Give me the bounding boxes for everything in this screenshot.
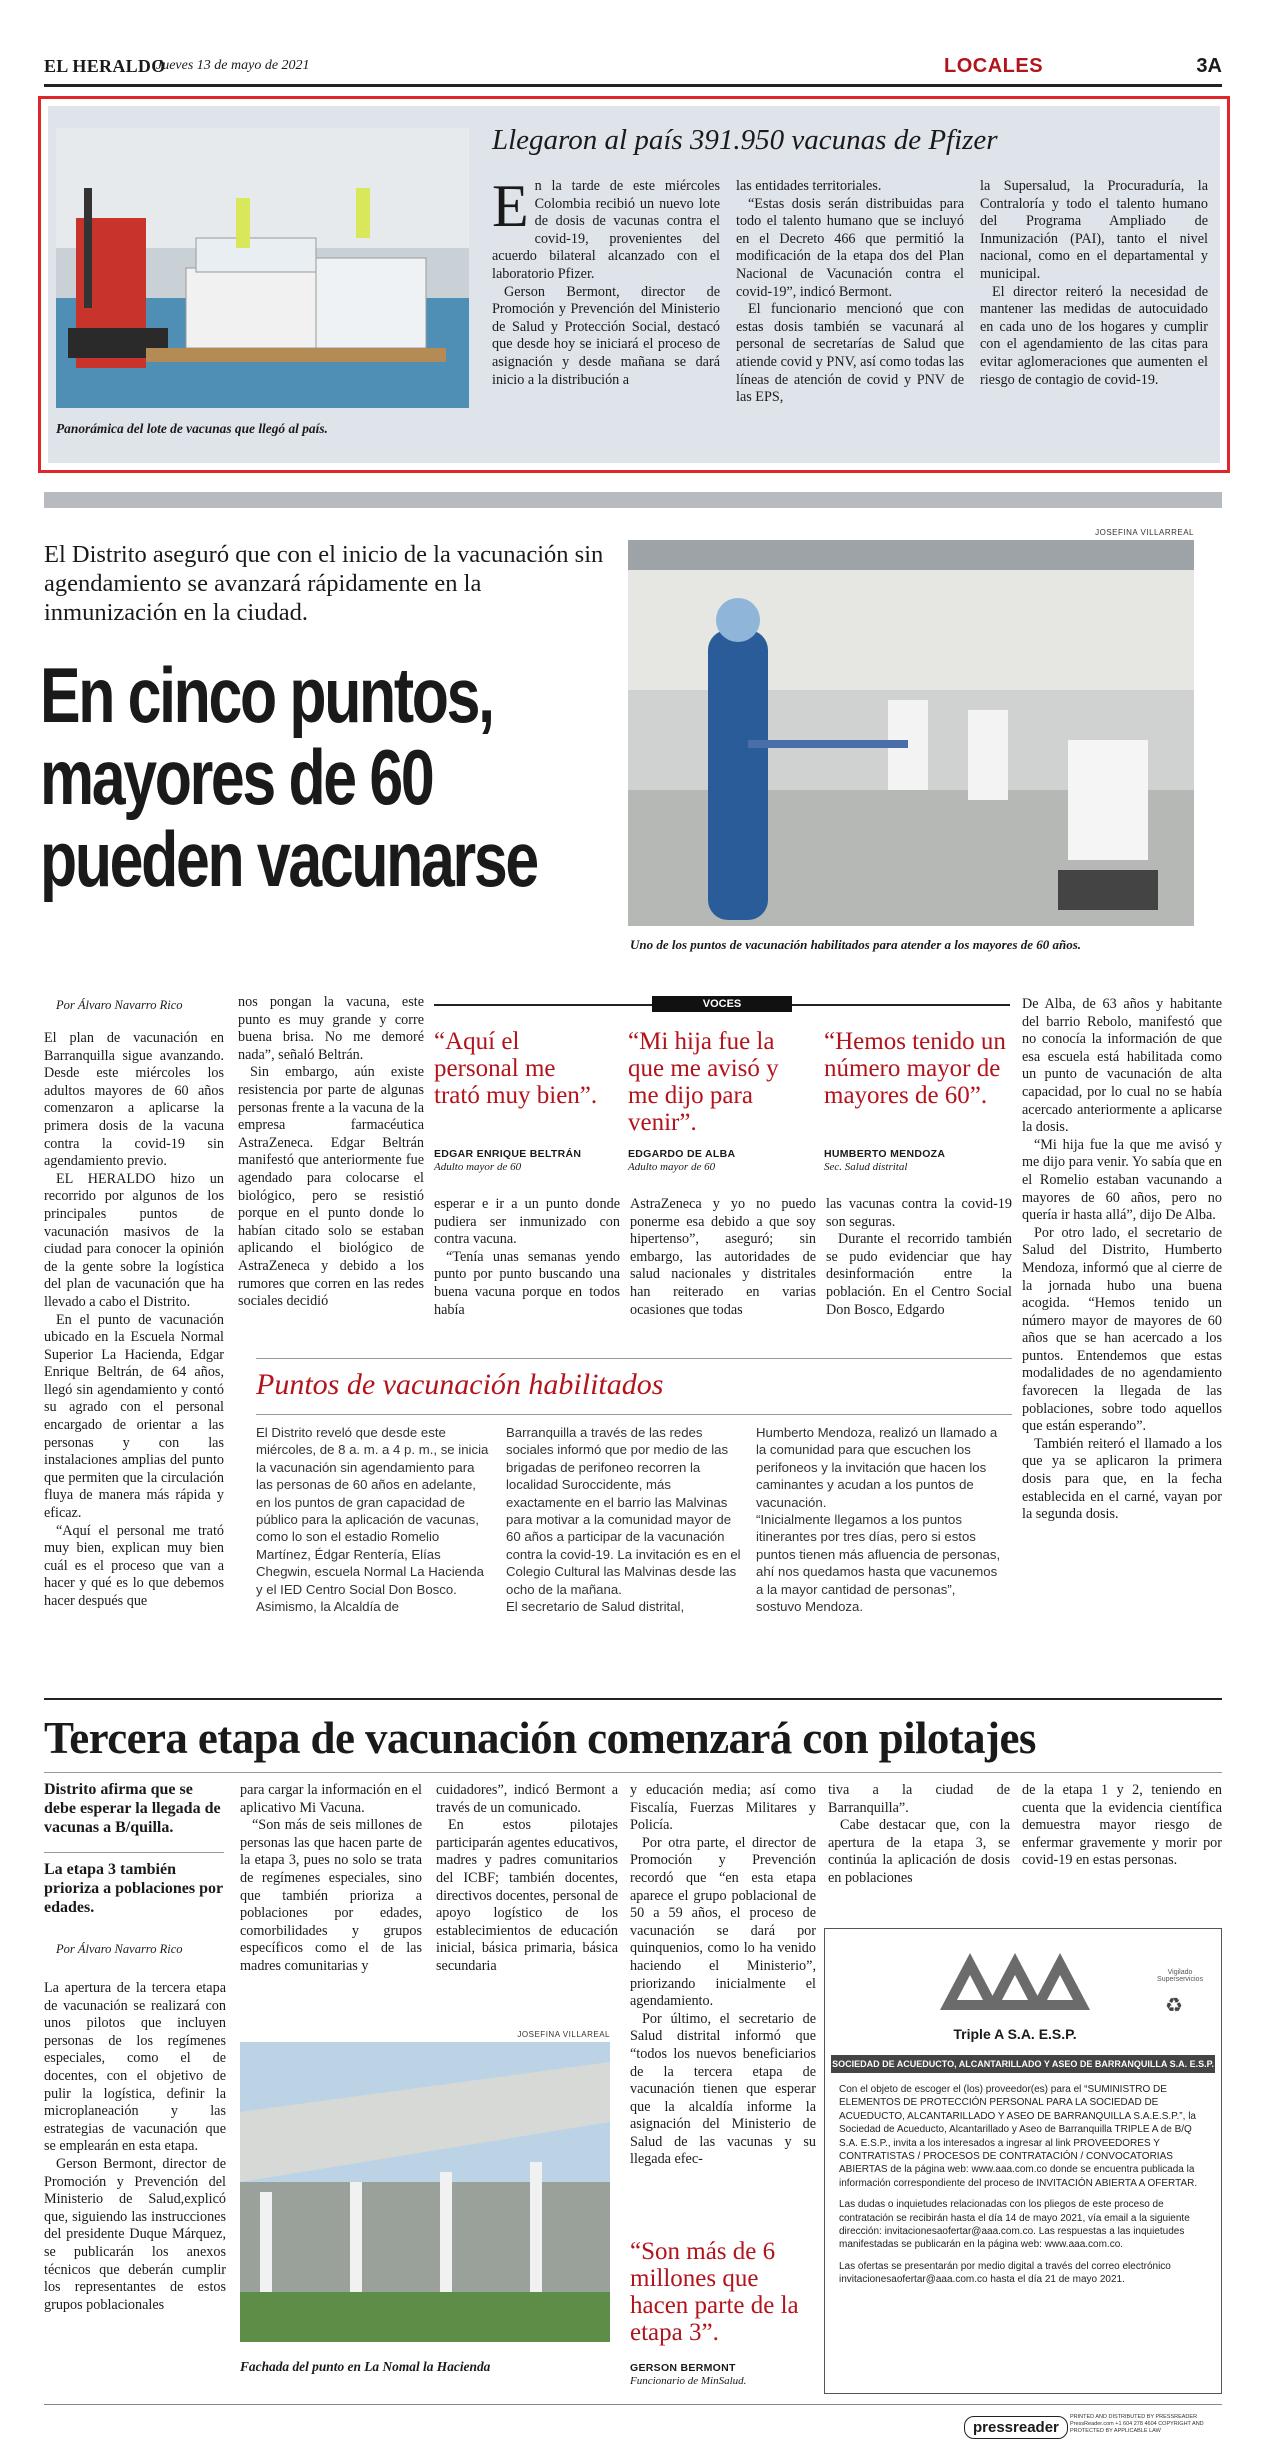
main-c6-p2: “Mi hija fue la que me avisó y me dijo para venir. Yo sabía que en el Romelio estaban vacunando a mayores de 60 años, pero no quería ir hasta allá”, dijo De Alba. — [1022, 1136, 1222, 1224]
tercera-c1-p1: La apertura de la tercera etapa de vacunación se realizará con unos pilotos que incluyen personas de los regímenes especiales, como el de docentes, con el objetivo de pulir la logística, definir la microplaneación y las estrategias de vacunación que se emplearán en esta etapa. — [44, 1980, 226, 2155]
main-c2-p1: nos pongan la vacuna, este punto es muy grande y corre buena brisa. No me demoré nada”, señaló Beltrán. — [238, 994, 424, 1063]
voces-label: VOCES — [652, 996, 792, 1012]
main-c3-p2: “Tenía unas semanas yendo punto por punto buscando una buena vacuna porque en todos había — [434, 1248, 620, 1318]
puntos-col-3 — [756, 1424, 1002, 1615]
pfizer-photo-caption: Panorámica del lote de vacunas que llegó al país. — [56, 421, 328, 436]
paper-name: EL HERALDO — [44, 56, 166, 76]
tercera-c2-p1: para cargar la información en el aplicativo Mi Vacuna. — [240, 1782, 422, 1816]
main-c3-p1: esperar e ir a un punto donde pudiera ser inmunizado con contra vacuna. — [434, 1196, 620, 1248]
main-c2-p2: Sin embargo, aún existe resistencia por parte de algunas personas frente a la vacuna de la empresa farmacéutica AstraZeneca. Edgar Beltrán manifestó que anteriormente fue agendado para colocarse el biológico, pero se resistió porque en el punto donde lo habían citado solo se estaban aplicando el biológico de AstraZeneca y debido a los rumores que corren en las redes sociales decidió — [238, 1064, 424, 1310]
aaa-logo-icon — [935, 1945, 1095, 2015]
pressreader-logo[interactable]: pressreader — [964, 2416, 1068, 2439]
quote-3: “Hemos tenido un número mayor de mayores de 60”. — [824, 1028, 1006, 1109]
main-c6-p3: Por otro lado, el secretario de Salud del Distrito, Humberto Mendoza, informó que al cierre de la jornada hubo una buena acogida. “Hemos tenido un número mayor de mayores de 60 años que se han acercado a los puntos. Entendemos que estas modalidades de no agendamiento favorecen la llegada de las poblaciones, sobre todo aquellos que están esperando”. — [1022, 1224, 1222, 1435]
tercera-photo-caption: Fachada del punto en La Nomal la Hacienda — [240, 2359, 491, 2374]
tercera-photo-credit: JOSEFINA VILLAREAL — [517, 2030, 610, 2039]
main-c4-p1: AstraZeneca y yo no puedo ponerme esa debido a que soy hipertenso”, aseguró; sin embargo, las autoridades de salud nacionales y distritales han reiterado en varias ocasiones que todas — [630, 1196, 816, 1318]
main-c1-p2: EL HERALDO hizo un recorrido por algunos de los principales puntos de vacunación masivos de la ciudad para conocer la opinión de la gente sobre la logística del plan de vacunación que ha llevado a cabo el Distrito. — [44, 1170, 224, 1310]
tercera-quote: “Son más de 6 millones que hacen parte de la etapa 3”. — [630, 2238, 799, 2346]
main-headline — [40, 651, 537, 903]
triple-a-ad — [824, 1928, 1222, 2394]
pfizer-c1-p2: Gerson Bermont, director de Promoción y Prevención del Ministerio de Salud y Protección Social, destacó que desde hoy se iniciará el proceso de asignación y desde mañana se dará inicio a la distribución a — [492, 283, 720, 388]
main-c5-p2: Durante el recorrido también se pudo evidenciar que hay desinformación entre la población. En el Centro Social Don Bosco, Edgardo — [826, 1231, 1012, 1318]
main-photo-caption: Uno de los puntos de vacunación habilitados para atender a los mayores de 60 años. — [630, 937, 1082, 952]
pfizer-c1-p1: n la tarde de este miércoles Colombia recibió un nuevo lote de dosis de vacunas contra el covid-19, provenientes del acuerdo bilateral alcanzado con el laboratorio Pfizer. — [492, 178, 720, 282]
vaccination-point-image — [628, 540, 1194, 926]
main-c1-p4: “Aquí el personal me trató muy bien, explican muy bien cuál es el proceso que van a hacer y qué es lo que debemos hacer después que — [44, 1522, 224, 1609]
main-c1-p3: En el punto de vacunación ubicado en la Escuela Normal Superior La Hacienda, Edgar Enrique Beltrán, de 64 años, llegó sin agendamiento y contó su agrado con el personal encargado de orientar a las personas y con las instalaciones amplias del punto que permiten que la circulación fluya de manera más rápida y eficaz. — [44, 1311, 224, 1522]
quote-1: “Aquí el personal me trató muy bien”. — [434, 1028, 598, 1109]
ad-side-text: Vigilado Superservicios — [1157, 1969, 1203, 1983]
ad-text — [839, 2083, 1211, 2287]
quote-1-role: Adulto mayor de 60 — [434, 1161, 522, 1173]
pfizer-c3-p2: El director reiteró la necesidad de mantener las medidas de autocuidado en cada uno de los hogares y cumplir con el agendamiento de las citas para evitar aglomeraciones que aumenten el riesgo de contagio de covid-19. — [980, 283, 1208, 388]
tercera-c1-p2: Gerson Bermont, director de Promoción y Prevención del Ministerio de Salud,explicó que, siguiendo las instrucciones del presidente Duque Márquez, se publicarán los anexos técnicos que deberán cumplir los representantes de estos grupos poblacionales — [44, 2155, 226, 2313]
tercera-c3-p1: cuidadores”, indicó Bermont a través de un comunicado. — [436, 1782, 618, 1816]
warehouse-image — [56, 128, 469, 408]
tercera-c4-p2: Por otra parte, el director de Promoción y Prevención recordó que “en esta etapa aparece el grupo poblacional de 50 a 59 años, el proceso de vacunación se dará por quinquenios, como lo ha venido haciendo el Ministerio”, priorizando inicialmente el agendamiento. — [630, 1834, 816, 2010]
main-byline: Por Álvaro Navarro Rico — [56, 998, 183, 1012]
ad-p1: Con el objeto de escoger el (los) proveedor(es) para el “SUMINISTRO DE ELEMENTOS DE PROTECCIÓN PERSONAL PARA LA SOCIEDAD DE ACUEDUCTO, ALCANTARILLADO Y ASEO DE BARRANQUILLA S.A.E.S.P.”, la Sociedad de Acueducto, Alcantarillado y Aseo de Barranquilla TRIPLE A de B/Q S.A. E.S.P., invita a los interesados a ingresar al link PROVEEDORES Y CONTRATISTAS / PROCESOS DE CONTRATACIÓN / CONVOCATORIAS ABIERTAS de la página web: www.aaa.com.co donde se encuentra publicada la información correspondiente del proceso de INVITACIÓN ABIERTA A OFERTAR. — [839, 2084, 1198, 2189]
tercera-sub-1: Distrito afirma que se debe esperar la llegada de vacunas a B/quilla. — [44, 1781, 221, 1836]
tercera-quote-role: Funcionario de MinSalud. — [630, 2375, 747, 2387]
ad-brand: Triple A S.A. E.S.P. — [953, 2026, 1077, 2042]
tercera-col-4 — [630, 1782, 816, 2169]
puntos-rule — [256, 1358, 1012, 1359]
main-col-4 — [630, 1196, 816, 1319]
main-photo-credit: JOSEFINA VILLARREAL — [1095, 528, 1194, 537]
main-c5-p1: las vacunas contra la covid-19 son seguras. — [826, 1196, 1012, 1230]
quote-2: “Mi hija fue la que me avisó y me dijo para venir”. — [628, 1028, 779, 1136]
ad-p2: Las dudas o inquietudes relacionadas con los pliegos de este proceso de contratación se recibirán hasta el día 14 de mayo 2021, vía email a la siguiente dirección: invitacionesaofertar@aaa.com.co. Las respuestas a las inquietudes manifestadas se publicarán en la página web: www.aaa.com.co. — [839, 2199, 1190, 2251]
pfizer-col-1 — [492, 173, 720, 389]
pfizer-c2-p2: “Estas dosis serán distribuidas para todo el talento humano que se incluyó en el Decreto 466 que permitió la modificación de la etapa dos del Plan Nacional de Vacunación contra el covid-19”, indicó Bermont. — [736, 195, 964, 300]
tercera-photo — [240, 2042, 610, 2342]
tercera-c2-p2: “Son más de seis millones de personas las que hacen parte de la etapa 3, pues no solo se trata de regímenes especiales, sino que también prioriza a poblaciones por edades, comorbilidades y grupos específicos como el de las madres comunitarias y — [240, 1817, 422, 1974]
tercera-c6-p1: de la etapa 1 y 2, teniendo en cuenta que la evidencia científica demuestra mayor riesgo de enfermar gravemente y morir por covid-19 en estas personas. — [1022, 1782, 1222, 1869]
main-photo — [628, 540, 1194, 926]
puntos-c3-p1: Humberto Mendoza, realizó un llamado a la comunidad para que escuchen los perifoneos y la invitación que hacen los caminantes y acudan a los puntos de vacunación. — [756, 1425, 998, 1510]
tercera-c4-p3: Por último, el secretario de Salud distrital informó que “todos los nuevos beneficiarios de la tercera etapa de vacunación tienen que esperar que la alcaldía informe la asignación del Ministerio de Salud de las vacunas y su llegada efec- — [630, 2010, 816, 2168]
pfizer-c2-p1: las entidades territoriales. — [736, 178, 882, 194]
tercera-headline: Tercera etapa de vacunación comenzará con pilotajes — [44, 1713, 1036, 1763]
puntos-c2-p2: El secretario de Salud distrital, — [506, 1599, 685, 1615]
school-facade-image — [240, 2042, 610, 2342]
headline-line-1: En cinco puntos, — [40, 651, 493, 739]
pfizer-c3-p1: la Supersalud, la Procuraduría, la Contraloría y todo el talento humano del Programa Ampliado de Inmunización (PAI), tanto el nivel nacional, como en el departamental y municipal. — [980, 178, 1208, 282]
puntos-title-rule — [256, 1414, 1012, 1415]
ad-recycle-icon: ♻ — [1165, 1995, 1183, 2017]
quote-3-name: HUMBERTO MENDOZA — [824, 1148, 946, 1160]
main-col-2 — [238, 994, 424, 1311]
ad-p3: Las ofertas se presentarán por medio digital a través del correo electrónico invitacionesaofertar@aaa.com.co hasta el día 21 de mayo 2021. — [839, 2260, 1171, 2286]
tercera-rule — [44, 1698, 1222, 1700]
main-c1-p1: El plan de vacunación en Barranquilla sigue avanzando. Desde este miércoles los adultos mayores de 60 años comenzaron a aplicarse la primera dosis de la vacuna contra la covid-19 sin agendamiento previo. — [44, 1030, 224, 1170]
page-header — [44, 52, 1222, 82]
issue-date: Jueves 13 de mayo de 2021 — [156, 58, 310, 73]
main-c6-p4: También reiteró el llamado a los que ya se aplicaron la primera dosis para que, en la fecha establecida en el carné, vayan por la segunda dosis. — [1022, 1435, 1222, 1523]
main-c6-p1: De Alba, de 63 años y habitante del barrio Rebolo, manifestó que no conocía la información de que esa escuela está habilitada como un punto de vacunación de alta capacidad, por lo cual no se había acercado anteriormente a aplicarse la dosis. — [1022, 996, 1222, 1136]
tercera-c5-p1: tiva a la ciudad de Barranquilla”. — [828, 1782, 1010, 1816]
tercera-sub-2: La etapa 3 también prioriza a poblaciones por edades. — [44, 1861, 223, 1916]
tercera-col-1 — [44, 1980, 226, 2314]
quote-2-name: EDGARDO DE ALBA — [628, 1148, 736, 1160]
quote-1-name: EDGAR ENRIQUE BELTRÁN — [434, 1148, 582, 1160]
tercera-quote-name: GERSON BERMONT — [630, 2362, 736, 2374]
main-col-6 — [1022, 996, 1222, 1524]
tercera-c5-p2: Cabe destacar que, con la apertura de la etapa 3, se continúa la aplicación de dosis en poblaciones — [828, 1817, 1010, 1886]
puntos-c1-p2: Asimismo, la Alcaldía de — [256, 1599, 399, 1615]
puntos-col-2 — [506, 1424, 742, 1615]
tercera-col-6 — [1022, 1782, 1222, 1870]
tercera-headline-rule — [44, 1772, 1222, 1773]
pfizer-title: Llegaron al país 391.950 vacunas de Pfizer — [492, 124, 998, 156]
quote-2-role: Adulto mayor de 60 — [628, 1161, 716, 1173]
pfizer-col-3 — [980, 178, 1208, 389]
header-rule — [44, 84, 1222, 87]
puntos-c3-p2: “Inicialmente llegamos a los puntos itinerantes por tres días, pero si estos puntos tienen más afluencia de personas, ahí nos quedamos hasta que vacunemos a la mayor cantidad de personas”, sostuvo Mendoza. — [756, 1512, 1001, 1615]
pfizer-c2-p3: El funcionario mencionó que con estas dosis también se vacunará al personal de secretarías de Salud que atiende covid y PNV, así como todas las líneas de atención de covid y PNV de las EPS, — [736, 301, 964, 406]
tercera-c3-p2: En estos pilotajes participarán agentes educativos, madres y padres comunitarios del ICBF; también docentes, directivos docentes, personal de apoyo logístico de los establecimientos de educación inicial, básica primaria, básica secundaria — [436, 1817, 618, 1974]
puntos-c1-p1: El Distrito reveló que desde este miércoles, de 8 a. m. a 4 p. m., se inicia la vacunación sin agendamiento para las personas de 60 años en adelante, en los puntos de gran capacidad de público para la aplicación de vacunas, como lo son el estadio Romelio Martínez, Édgar Rentería, Elías Chegwin, escuela Normal La Hacienda y el IED Centro Social Don Bosco. — [256, 1425, 489, 1597]
drop-cap: E — [492, 173, 529, 239]
headline-line-2: mayores de 60 — [40, 733, 433, 821]
tercera-c4-p1: y educación media; así como Fiscalía, Fuerzas Militares y Policía. — [630, 1782, 816, 1834]
grey-divider — [44, 492, 1222, 508]
tercera-col-2 — [240, 1782, 422, 1976]
pressreader-note: PRINTED AND DISTRIBUTED BY PRESSREADER PressReader.com +1 604 278 4604 COPYRIGHT AND PROTECTED BY APPLICABLE LAW — [1070, 2414, 1204, 2434]
quote-3-role: Sec. Salud distrital — [824, 1161, 908, 1173]
puntos-col-1 — [256, 1424, 492, 1615]
main-deck: El Distrito aseguró que con el inicio de la vacunación sin agendamiento se avanzará rápidamente en la inmunización en la ciudad. — [44, 541, 604, 626]
tercera-byline: Por Álvaro Navarro Rico — [56, 1942, 183, 1956]
ad-logo — [935, 1945, 1095, 2041]
footer-rule — [44, 2404, 1222, 2405]
main-col-3 — [434, 1196, 620, 1319]
sub-divider — [44, 1852, 224, 1853]
page-number: 3A — [1196, 55, 1222, 77]
pfizer-photo — [56, 128, 469, 408]
section-name: LOCALES — [944, 55, 1044, 77]
tercera-col-5 — [828, 1782, 1010, 1888]
main-col-1 — [44, 1030, 224, 1611]
headline-line-3: pueden vacunarse — [40, 815, 537, 903]
tercera-col-3 — [436, 1782, 618, 1976]
main-col-5 — [826, 1196, 1012, 1319]
puntos-title: Puntos de vacunación habilitados — [256, 1368, 664, 1401]
puntos-c2-p1: Barranquilla a través de las redes sociales informó que por medio de las brigadas de perifoneo recorren la localidad Suroccidente, más exactamente en el barrio las Malvinas para motivar a la comunidad mayor de 60 años a participar de la vacunación contra la covid-19. La invitación es en el Colegio Cultural las Malvinas desde las ocho de la mañana. — [506, 1425, 741, 1597]
pfizer-col-2 — [736, 178, 964, 407]
ad-banner: SOCIEDAD DE ACUEDUCTO, ALCANTARILLADO Y ASEO DE BARRANQUILLA S.A. E.S.P. — [831, 2055, 1215, 2073]
